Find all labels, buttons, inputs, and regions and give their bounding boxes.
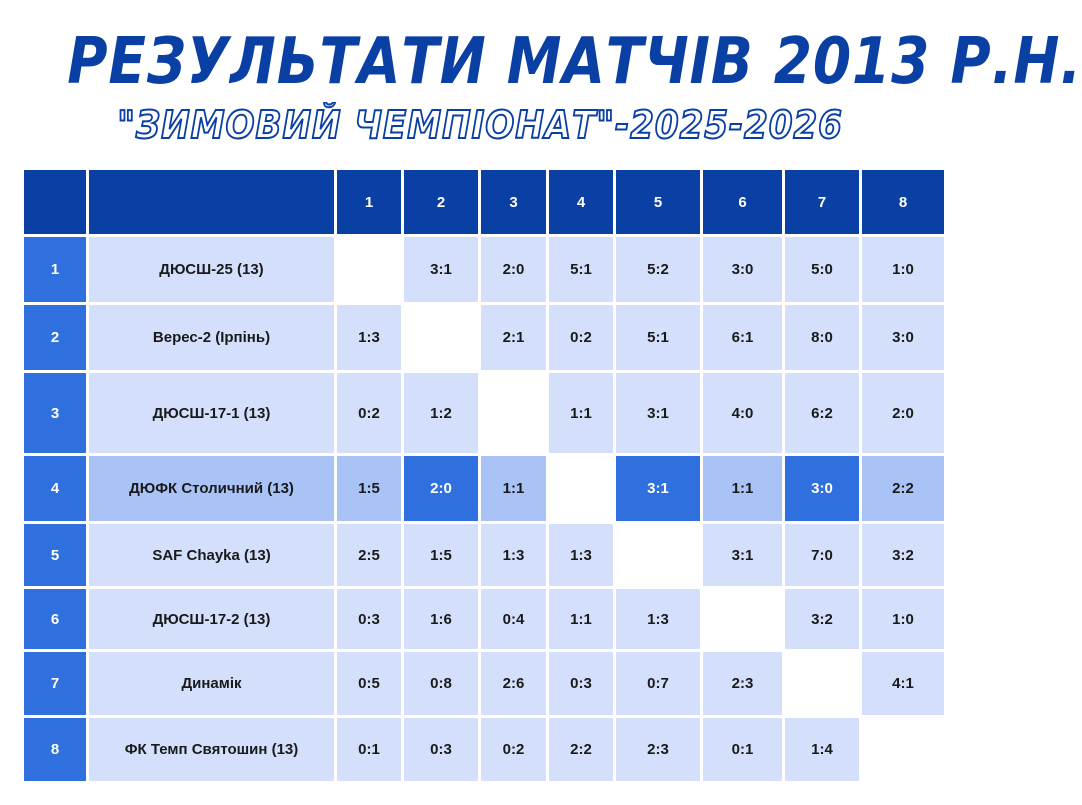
header-team-cell: [89, 170, 334, 234]
result-cell: 4:1: [862, 652, 944, 715]
team-name: Верес-2 (Ірпінь): [89, 305, 334, 370]
result-cell: 1:3: [616, 589, 700, 649]
result-cell: 1:0: [862, 237, 944, 302]
team-name: ДЮСШ-25 (13): [89, 237, 334, 302]
row-number: 1: [24, 237, 86, 302]
result-cell: 0:2: [481, 718, 546, 781]
row-number: 2: [24, 305, 86, 370]
result-cell: 1:1: [549, 589, 613, 649]
result-cell: 3:1: [616, 373, 700, 453]
result-cell: 0:2: [549, 305, 613, 370]
empty-cell: [785, 652, 859, 715]
row-number: 3: [24, 373, 86, 453]
column-header: 4: [549, 170, 613, 234]
result-cell: 2:6: [481, 652, 546, 715]
result-cell: 1:4: [785, 718, 859, 781]
column-header: 8: [862, 170, 944, 234]
results-table: [24, 170, 944, 781]
empty-cell: [616, 524, 700, 586]
result-cell: 0:1: [337, 718, 401, 781]
result-cell: 2:2: [862, 456, 944, 521]
result-cell: 2:3: [703, 652, 782, 715]
team-name: ДЮСШ-17-2 (13): [89, 589, 334, 649]
result-cell: 3:0: [703, 237, 782, 302]
result-cell: 2:1: [481, 305, 546, 370]
result-cell: 2:5: [337, 524, 401, 586]
column-header: 6: [703, 170, 782, 234]
empty-cell: [337, 237, 401, 302]
column-header: 7: [785, 170, 859, 234]
result-cell: 0:8: [404, 652, 478, 715]
result-cell: 1:1: [703, 456, 782, 521]
team-name: ДЮСШ-17-1 (13): [89, 373, 334, 453]
team-name: ФК Темп Святошин (13): [89, 718, 334, 781]
empty-cell: [549, 456, 613, 521]
result-cell: 4:0: [703, 373, 782, 453]
result-cell: 2:0: [862, 373, 944, 453]
result-cell: 2:0: [481, 237, 546, 302]
result-cell: 2:2: [549, 718, 613, 781]
result-cell: 1:3: [549, 524, 613, 586]
result-cell: 3:0: [785, 456, 859, 521]
column-header: 2: [404, 170, 478, 234]
row-number: 4: [24, 456, 86, 521]
team-name: Динамік: [89, 652, 334, 715]
result-cell: 5:1: [616, 305, 700, 370]
result-cell: 3:1: [703, 524, 782, 586]
result-cell: 5:0: [785, 237, 859, 302]
page-title: РЕЗУЛЬТАТИ МАТЧІВ 2013 Р.Н.: [67, 25, 1082, 99]
result-cell: 3:2: [862, 524, 944, 586]
result-cell: 7:0: [785, 524, 859, 586]
result-cell: 1:5: [337, 456, 401, 521]
header-corner-cell: [24, 170, 86, 234]
result-cell: 0:4: [481, 589, 546, 649]
result-cell: 5:1: [549, 237, 613, 302]
result-cell: 6:1: [703, 305, 782, 370]
empty-cell: [404, 305, 478, 370]
empty-cell: [481, 373, 546, 453]
result-cell: 3:0: [862, 305, 944, 370]
result-cell: 5:2: [616, 237, 700, 302]
result-cell: 0:3: [337, 589, 401, 649]
result-cell: 0:1: [703, 718, 782, 781]
result-cell: 1:3: [481, 524, 546, 586]
result-cell: 0:5: [337, 652, 401, 715]
result-cell: 1:1: [481, 456, 546, 521]
page-subtitle: "ЗИМОВИЙ ЧЕМПІОНАТ"-2025-2026: [117, 103, 843, 147]
result-cell: 1:3: [337, 305, 401, 370]
row-number: 6: [24, 589, 86, 649]
row-number: 5: [24, 524, 86, 586]
result-cell: 1:2: [404, 373, 478, 453]
result-cell: 1:5: [404, 524, 478, 586]
column-header: 5: [616, 170, 700, 234]
empty-cell: [862, 718, 944, 781]
result-cell: 0:3: [404, 718, 478, 781]
result-cell: 0:2: [337, 373, 401, 453]
result-cell: 2:0: [404, 456, 478, 521]
team-name: ДЮФК Столичний (13): [89, 456, 334, 521]
result-cell: 0:7: [616, 652, 700, 715]
row-number: 7: [24, 652, 86, 715]
column-header: 3: [481, 170, 546, 234]
result-cell: 0:3: [549, 652, 613, 715]
result-cell: 3:1: [404, 237, 478, 302]
result-cell: 1:1: [549, 373, 613, 453]
result-cell: 1:6: [404, 589, 478, 649]
row-number: 8: [24, 718, 86, 781]
empty-cell: [703, 589, 782, 649]
result-cell: 3:2: [785, 589, 859, 649]
column-header: 1: [337, 170, 401, 234]
result-cell: 3:1: [616, 456, 700, 521]
result-cell: 1:0: [862, 589, 944, 649]
result-cell: 8:0: [785, 305, 859, 370]
result-cell: 2:3: [616, 718, 700, 781]
result-cell: 6:2: [785, 373, 859, 453]
team-name: SAF Chayka (13): [89, 524, 334, 586]
